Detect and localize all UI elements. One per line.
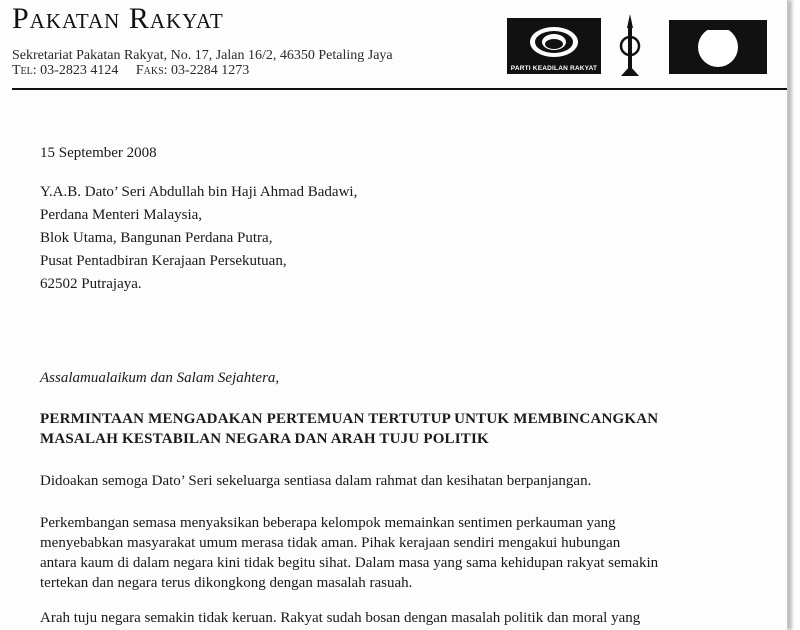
paragraph-line: menyebabkan masyarakat umum merasa tidak aman. Pihak kerajaan sendiri mengakui hubungan — [40, 535, 621, 551]
letterhead-divider — [12, 88, 787, 90]
letter-subject — [40, 409, 658, 449]
recipient-line: Y.A.B. Dato’ Seri Abdullah bin Haji Ahmad Badawi, — [40, 184, 358, 200]
pkr-eye-logo-icon — [507, 18, 601, 74]
subject-line: PERMINTAAN MENGADAKAN PERTEMUAN TERTUTUP UNTUK MEMBINCANGKAN — [40, 411, 659, 427]
paragraph-line: Arah tuju negara semakin tidak keruan. Rakyat sudah bosan dengan masalah politik dan moral yang — [40, 610, 641, 626]
paragraph-line: tertekan dan negara terus dikongkong dengan masalah rasuah. — [40, 575, 413, 591]
recipient-line: Blok Utama, Bangunan Perdana Putra, — [40, 230, 273, 246]
recipient-line: 62502 Putrajaya. — [40, 276, 142, 292]
body-paragraph — [40, 471, 591, 491]
letterhead-address: Sekretariat Pakatan Rakyat, No. 17, Jalan 16/2, 46350 Petaling Jaya — [12, 48, 393, 63]
pkr-caption: PARTI KEADILAN RAKYAT — [510, 65, 598, 72]
letterhead-org-name: Pakatan Rakyat — [12, 2, 224, 35]
party-logos — [507, 14, 787, 82]
recipient-line: Perdana Menteri Malaysia, — [40, 207, 203, 223]
fax-label: Faks: — [135, 63, 168, 78]
tel-label: Tel: — [12, 63, 37, 78]
paragraph-line: antara kaum di dalam negara kini tidak begitu sihat. Dalam masa yang sama kehidupan rakyat semakin — [40, 555, 659, 571]
fax-number: 03-2284 1273 — [171, 63, 250, 78]
body-paragraph — [40, 513, 658, 593]
tel-number: 03-2823 4124 — [40, 63, 119, 78]
paragraph-line: Perkembangan semasa menyaksikan beberapa kelompok memainkan sentimen perkauman yang — [40, 515, 616, 531]
salutation: Assalamualaikum dan Salam Sejahtera, — [40, 370, 280, 386]
subject-line: MASALAH KESTABILAN NEGARA DAN ARAH TUJU POLITIK — [40, 431, 489, 447]
paragraph-line: Didoakan semoga Dato’ Seri sekeluarga sentiasa dalam rahmat dan kesihatan berpanjangan. — [40, 473, 592, 489]
letterhead-contact — [12, 63, 249, 79]
recipient-line: Pusat Pentadbiran Kerajaan Persekutuan, — [40, 253, 287, 269]
dap-rocket-logo-icon — [619, 14, 641, 78]
recipient-address — [40, 181, 357, 296]
body-paragraph — [40, 608, 640, 628]
letter-date: 15 September 2008 — [40, 145, 157, 161]
pas-moon-logo-icon — [669, 20, 767, 74]
